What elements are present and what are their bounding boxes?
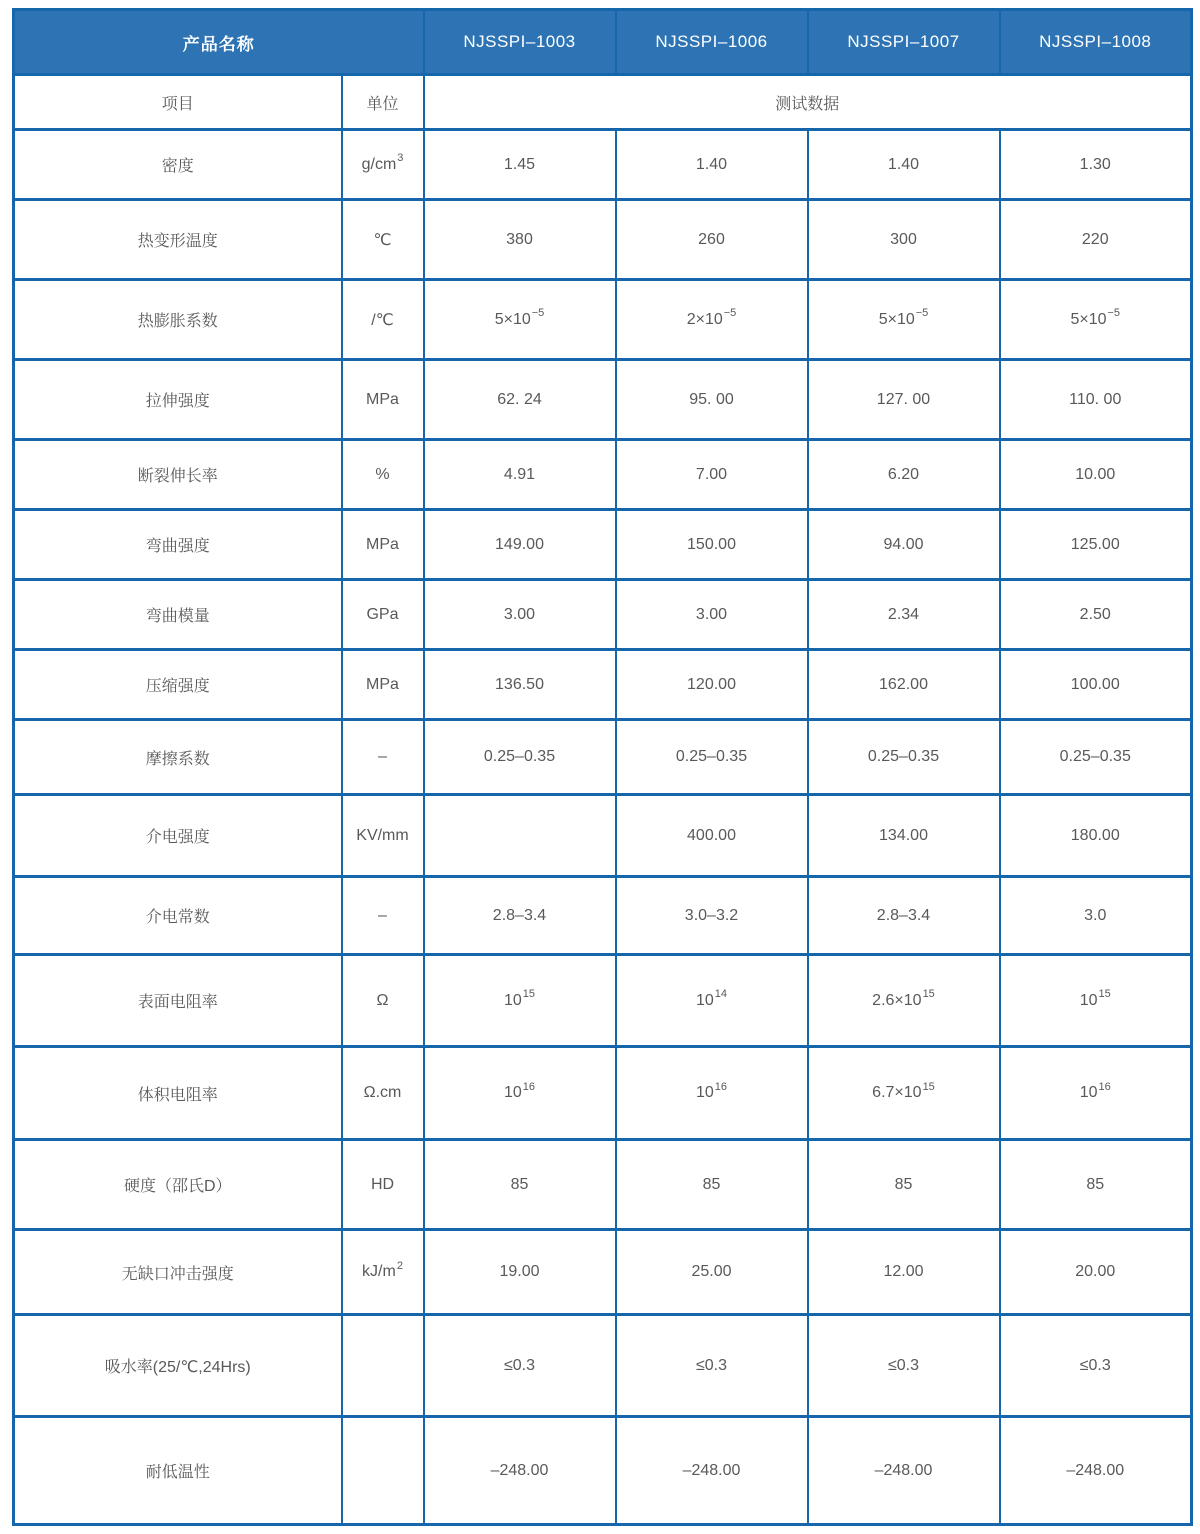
table-row <box>14 1315 1192 1417</box>
value-cell: $2.6\times 10^{15}$ <box>808 955 1000 1047</box>
table-row <box>14 130 1192 200</box>
value-cell: $10^{16}$ <box>1000 1047 1192 1140</box>
superscript: 2 <box>396 1259 403 1272</box>
superscript: 14 <box>714 988 728 1001</box>
value-cell: ≤0.3 <box>616 1315 808 1417</box>
value-cell: 2.8–3.4 <box>424 877 616 955</box>
value-cell: 94.00 <box>808 510 1000 580</box>
value-cell: 149.00 <box>424 510 616 580</box>
row-label: 无缺口冲击强度 <box>14 1230 342 1315</box>
unit-cell: MPa <box>342 360 424 440</box>
superscript: 15 <box>1098 988 1111 1001</box>
table-row <box>14 1230 1192 1315</box>
superscript: −5 <box>915 307 929 320</box>
unit-cell: – <box>342 720 424 795</box>
row-label: 介电常数 <box>14 877 342 955</box>
value-cell: 1.45 <box>424 130 616 200</box>
superscript: 16 <box>1098 1080 1111 1093</box>
row-label: 介电强度 <box>14 795 342 877</box>
table-row <box>14 795 1192 877</box>
table-row <box>14 720 1192 795</box>
value-cell: –248.00 <box>1000 1417 1192 1525</box>
value-cell: 0.25–0.35 <box>808 720 1000 795</box>
superscript: 15 <box>522 988 536 1001</box>
row-label: 吸水率(25/℃,24Hrs) <box>14 1315 342 1417</box>
value-cell: 20.00 <box>1000 1230 1192 1315</box>
test-data-header: 测试数据 <box>424 75 1192 130</box>
value-cell: 19.00 <box>424 1230 616 1315</box>
value-cell: $2\times 10^{-5}$ <box>616 280 808 360</box>
unit-cell: MPa <box>342 650 424 720</box>
value-cell: 380 <box>424 200 616 280</box>
row-label: 耐低温性 <box>14 1417 342 1525</box>
item-header: 项目 <box>14 75 342 130</box>
row-label: 弯曲模量 <box>14 580 342 650</box>
value-cell: 110. 00 <box>1000 360 1192 440</box>
table-row <box>14 1140 1192 1230</box>
value-cell: $5\times 10^{-5}$ <box>424 280 616 360</box>
unit-cell: /℃ <box>342 280 424 360</box>
unit-cell: $kJ/m^2$ <box>342 1230 424 1315</box>
value-cell: 7.00 <box>616 440 808 510</box>
table-row <box>14 510 1192 580</box>
value-cell: 2.8–3.4 <box>808 877 1000 955</box>
row-label: 密度 <box>14 130 342 200</box>
superscript: 3 <box>397 152 404 165</box>
unit-cell: HD <box>342 1140 424 1230</box>
value-cell: $5\times 10^{-5}$ <box>1000 280 1192 360</box>
product-column-header-1007: NJSSPI–1007 <box>808 10 1000 75</box>
value-cell: 85 <box>424 1140 616 1230</box>
value-cell: 85 <box>616 1140 808 1230</box>
table-row <box>14 955 1192 1047</box>
row-label: 热膨胀系数 <box>14 280 342 360</box>
superscript: −5 <box>1107 307 1121 320</box>
value-cell: 95. 00 <box>616 360 808 440</box>
unit-cell: Ω <box>342 955 424 1047</box>
value-cell: $10^{14}$ <box>616 955 808 1047</box>
value-cell: 10.00 <box>1000 440 1192 510</box>
value-cell: 150.00 <box>616 510 808 580</box>
value-cell: $10^{16}$ <box>616 1047 808 1140</box>
value-cell: 125.00 <box>1000 510 1192 580</box>
superscript: −5 <box>723 307 737 320</box>
product-name-header: 产品名称 <box>14 10 424 75</box>
value-cell: 4.91 <box>424 440 616 510</box>
product-column-header-1008: NJSSPI–1008 <box>1000 10 1192 75</box>
value-cell: 3.00 <box>424 580 616 650</box>
spec-table-body <box>14 130 1192 1525</box>
value-cell: ≤0.3 <box>1000 1315 1192 1417</box>
table-row <box>14 1417 1192 1525</box>
value-cell: 0.25–0.35 <box>424 720 616 795</box>
value-cell: 62. 24 <box>424 360 616 440</box>
value-cell: $6.7\times 10^{15}$ <box>808 1047 1000 1140</box>
value-cell: 300 <box>808 200 1000 280</box>
unit-cell <box>342 1417 424 1525</box>
row-label: 断裂伸长率 <box>14 440 342 510</box>
table-row <box>14 360 1192 440</box>
value-cell: ≤0.3 <box>424 1315 616 1417</box>
value-cell: 180.00 <box>1000 795 1192 877</box>
value-cell: –248.00 <box>424 1417 616 1525</box>
unit-cell: MPa <box>342 510 424 580</box>
value-cell: 127. 00 <box>808 360 1000 440</box>
value-cell: 12.00 <box>808 1230 1000 1315</box>
value-cell: ≤0.3 <box>808 1315 1000 1417</box>
table-row <box>14 877 1192 955</box>
superscript: 15 <box>922 1080 935 1093</box>
unit-cell <box>342 1315 424 1417</box>
value-cell: $10^{15}$ <box>424 955 616 1047</box>
value-cell: 2.34 <box>808 580 1000 650</box>
value-cell: 0.25–0.35 <box>1000 720 1192 795</box>
value-cell: 0.25–0.35 <box>616 720 808 795</box>
unit-cell: ℃ <box>342 200 424 280</box>
subheader-row <box>14 75 1192 130</box>
value-cell: 400.00 <box>616 795 808 877</box>
superscript: 16 <box>714 1080 728 1093</box>
row-label: 摩擦系数 <box>14 720 342 795</box>
value-cell: 162.00 <box>808 650 1000 720</box>
value-cell: $5\times 10^{-5}$ <box>808 280 1000 360</box>
unit-cell: Ω.cm <box>342 1047 424 1140</box>
value-cell: 25.00 <box>616 1230 808 1315</box>
table-row <box>14 650 1192 720</box>
row-label: 表面电阻率 <box>14 955 342 1047</box>
product-column-header-1006: NJSSPI–1006 <box>616 10 808 75</box>
superscript: 15 <box>922 988 935 1001</box>
value-cell: 1.40 <box>616 130 808 200</box>
table-row <box>14 580 1192 650</box>
value-cell <box>424 795 616 877</box>
value-cell: 85 <box>1000 1140 1192 1230</box>
value-cell: 120.00 <box>616 650 808 720</box>
row-label: 热变形温度 <box>14 200 342 280</box>
value-cell: 100.00 <box>1000 650 1192 720</box>
product-column-header-1003: NJSSPI–1003 <box>424 10 616 75</box>
value-cell: 260 <box>616 200 808 280</box>
row-label: 拉伸强度 <box>14 360 342 440</box>
row-label: 硬度（邵氏D） <box>14 1140 342 1230</box>
row-label: 弯曲强度 <box>14 510 342 580</box>
value-cell: –248.00 <box>808 1417 1000 1525</box>
table-row <box>14 200 1192 280</box>
value-cell: 3.0–3.2 <box>616 877 808 955</box>
spec-table <box>12 8 1193 1526</box>
value-cell: 136.50 <box>424 650 616 720</box>
value-cell: –248.00 <box>616 1417 808 1525</box>
unit-cell: $g/cm^3$ <box>342 130 424 200</box>
unit-cell: GPa <box>342 580 424 650</box>
row-label: 压缩强度 <box>14 650 342 720</box>
value-cell: 3.0 <box>1000 877 1192 955</box>
superscript: −5 <box>531 307 545 320</box>
table-row <box>14 440 1192 510</box>
table-row <box>14 1047 1192 1140</box>
value-cell: 6.20 <box>808 440 1000 510</box>
value-cell: 1.40 <box>808 130 1000 200</box>
unit-cell: KV/mm <box>342 795 424 877</box>
unit-cell: % <box>342 440 424 510</box>
table-row <box>14 280 1192 360</box>
value-cell: $10^{15}$ <box>1000 955 1192 1047</box>
value-cell: 2.50 <box>1000 580 1192 650</box>
value-cell: 134.00 <box>808 795 1000 877</box>
value-cell: 3.00 <box>616 580 808 650</box>
superscript: 16 <box>522 1080 536 1093</box>
value-cell: $10^{16}$ <box>424 1047 616 1140</box>
row-label: 体积电阻率 <box>14 1047 342 1140</box>
unit-header: 单位 <box>342 75 424 130</box>
unit-cell: – <box>342 877 424 955</box>
value-cell: 85 <box>808 1140 1000 1230</box>
header-row <box>14 10 1192 75</box>
value-cell: 1.30 <box>1000 130 1192 200</box>
value-cell: 220 <box>1000 200 1192 280</box>
